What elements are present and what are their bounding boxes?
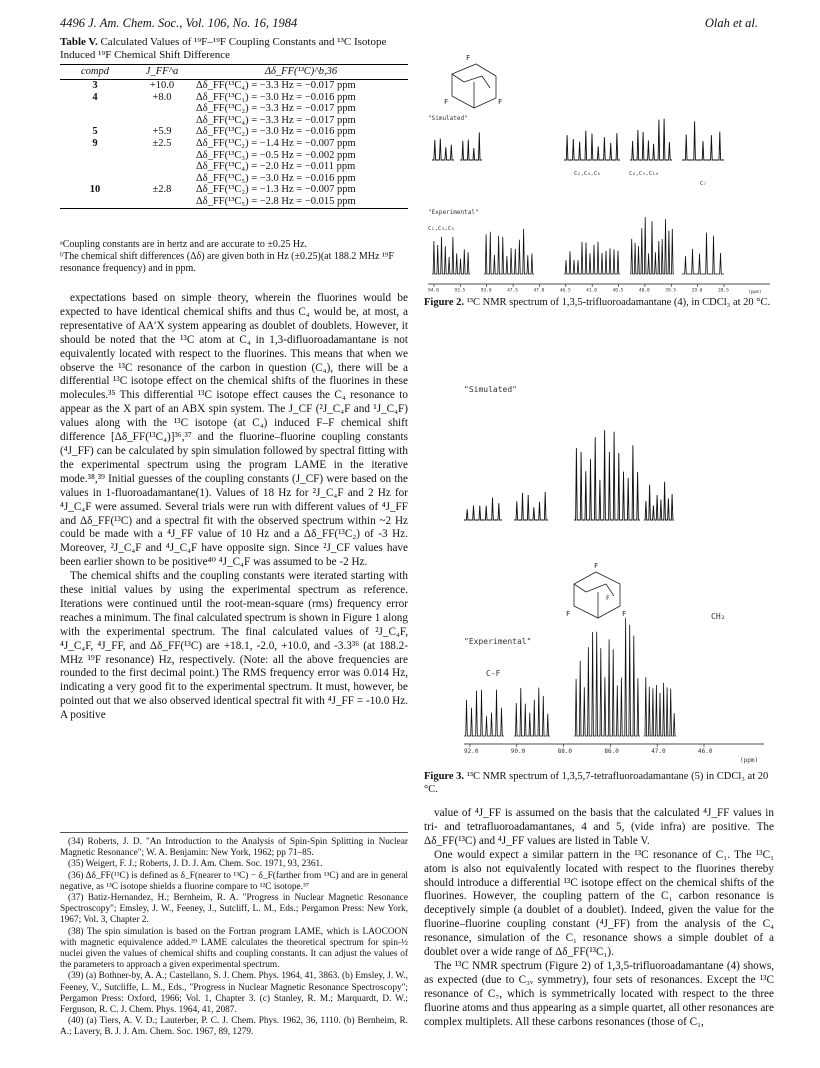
- fig2-tick-label: 39.5: [665, 288, 677, 294]
- fig2-label-c1c3c5: C₁,C₃,C₅: [428, 226, 455, 232]
- ref-36: (36) Δδ_FF(¹³C) is defined as δ_F(nearer to ¹³C) − δ_F(farther from ¹³C) and are in general negative, as ¹³C isotope shields a fluorine compare to ¹²C isotope.³⁷: [60, 870, 408, 892]
- fig3-tick-label: 86.0: [604, 748, 619, 755]
- table-row: [60, 103, 408, 115]
- fig2-simulated-spectrum: [432, 119, 724, 160]
- table-caption-label: Table V.: [60, 36, 98, 48]
- fig3-structure: [566, 562, 626, 618]
- cell-jff: +5.9: [152, 126, 172, 138]
- fig3-tick-label: 88.0: [557, 748, 573, 755]
- running-header-right: Olah et al.: [704, 16, 758, 30]
- cell-delta: Δδ_FF(¹³C₄) = −2.0 Hz = −0.011 ppm: [196, 161, 356, 173]
- fig3-axis-ticks: [464, 744, 713, 755]
- body-left-para-2: The chemical shifts and the coupling constants were iterated starting with these initial values by using the experimental spectrum as reference. Iterations were continued until the root-mean-square (rms) frequency error reaches a minimum. The final calculated spectrum is shown in Figure 1 along with the experimental spectrum. The final calculated values of ²J_C₄F, ⁴J_C₄F, ⁴J_FF, and Δδ_FF(¹³C) are +18.1, -2.0, +10.0, and -3.3³⁶ (at 188.2-MHz ¹⁹F resonance) Hz, respectively. (Note: all the above frequencies are rounded to the first decimal point.) The RMS frequency error was 0.014 Hz, indicating a very good fit to the experimental spectrum. It must, however, be pointed out that we also observed identical spectral fit with ⁴J_FF = -10.0 Hz. A positive: [60, 570, 408, 722]
- figure-3-caption: [424, 771, 774, 796]
- fig3-axis-unit: (ppm): [740, 757, 759, 764]
- running-header-left: 4496 J. Am. Chem. Soc., Vol. 106, No. 16, 1984: [60, 16, 298, 30]
- fig2-tick-label: 94.0: [428, 288, 439, 294]
- fig3-label-ch2: CH₂: [711, 612, 726, 621]
- svg-text:F: F: [594, 562, 599, 570]
- fig2-tick-label: 40.5: [612, 288, 624, 294]
- fig2-tick-label: 29.0: [691, 288, 703, 294]
- ref-35: (35) Weigert, F. J.; Roberts, J. D. J. Am. Chem. Soc. 1971, 93, 2361.: [68, 859, 323, 870]
- ref-34: (34) Roberts, J. D. "An Introduction to the Analysis of Spin-Spin Splitting in Nuclear Magnetic Resonance"; W. A. Benjamin: New York, 1962; pp 71–85.: [60, 837, 408, 859]
- cell-jff: [130, 173, 194, 185]
- svg-text:F: F: [498, 98, 503, 106]
- fig2-label-c2c4c6: C₂,C₄,C₆: [574, 171, 601, 177]
- svg-text:F: F: [622, 610, 627, 618]
- table-caption: [60, 36, 408, 62]
- fig3-caption-text: ¹³C NMR spectrum of 1,3,5,7-tetrafluoroadamantane (5) in CDCl₃ at 20 °C.: [424, 771, 769, 795]
- table-footnote-b: ᵇThe chemical shift differences (Δδ) are given both in Hz (±0.25)(at 188.2 MHz ¹⁹F resonance frequency) and in ppm.: [60, 251, 394, 275]
- table-body: [60, 80, 408, 209]
- cell-delta: Δδ_FF(¹³C₂) = −3.3 Hz = −0.017 ppm: [196, 103, 356, 115]
- fig2-tick-label: 46.5: [559, 288, 571, 294]
- fig3-tick-label: 90.0: [510, 748, 526, 755]
- ref-40: (40) (a) Tiers, A. V. D.; Lauterber, P. C. J. Chem. Phys. 1962, 36, 1110. (b) Bernheim, R. A.; Lavery, B. J. J. Am. Chem. Soc. 1967, 89, 1279.: [60, 1016, 408, 1038]
- cell-compd: [60, 103, 130, 115]
- fig2-label-experimental: "Experimental": [428, 209, 479, 216]
- cell-delta: Δδ_FF(¹³C₄) = −3.3 Hz = −0.017 ppm: [196, 80, 356, 91]
- cell-compd: [60, 115, 130, 127]
- ref-37: (37) Batiz-Hernandez, H.; Bernheim, R. A. "Progress in Nuclear Magnetic Resonance Spectroscopy"; Emsley, J. W., Feeney, J., Sutcliff, L. M., Eds.; Pergamon Press: New York, 1967; Vol. 3, Chapter 2.: [60, 893, 408, 926]
- cell-jff: [130, 115, 194, 127]
- fig2-tick-label: 47.0: [533, 288, 545, 294]
- table-footnote-a: ᵃCoupling constants are in hertz and are accurate to ±0.25 Hz.: [60, 239, 308, 250]
- table-footnotes: [60, 239, 408, 276]
- table-row: [60, 115, 408, 127]
- fig2-structure: [444, 54, 502, 108]
- body-text-left: [60, 292, 408, 723]
- fig2-tick-label: 28.5: [718, 288, 729, 294]
- fig3-tick-label: 46.0: [698, 748, 713, 755]
- fig3-label-cf: C-F: [486, 669, 501, 678]
- cell-jff: [130, 150, 194, 162]
- fig2-axis-ticks: [428, 284, 729, 294]
- table-row: [60, 150, 408, 162]
- cell-compd: 5: [92, 126, 98, 138]
- table-header-jff: J_FF^a: [130, 65, 194, 80]
- table-header-delta: Δδ_FF(¹³C)^b,36: [194, 65, 408, 80]
- svg-text:F: F: [444, 98, 449, 106]
- ref-38: (38) The spin simulation is based on the Fortran program LAME, which is LAOCOON with magnetic equivalence added.³⁹ LAME calculates the theoretical spectrum for spin-½ nuclei given the values of chemical shifts and coupling constants. It can adjust the values of the parameters to approach a given experimental spectrum.: [60, 926, 408, 971]
- cell-delta: Δδ_FF(¹³C₂) = −1.4 Hz = −0.007 ppm: [196, 137, 356, 149]
- fig2-tick-label: 41.0: [586, 288, 598, 294]
- cell-jff: +8.0: [152, 91, 172, 103]
- cell-jff: [130, 161, 194, 173]
- fig2-caption-label: Figure 2.: [424, 297, 465, 308]
- body-right-para-1: value of ⁴J_FF is assumed on the basis that the calculated ⁴J_FF values in tri- and tetrafluoroadamantanes, 4 and 5, (vide infra) are positive. The Δδ_FF(¹³C) and ⁴J_FF values are listed in Table V.: [424, 807, 774, 847]
- ref-39: (39) (a) Bothner-by, A. A.; Castellano, S. J. Chem. Phys. 1964, 41, 3863. (b) Emsley, J. W., Feeney, V., Sutcliffe, L. M., Eds., "Progress in Nuclear Magnetic Resonance Spectroscopy"; Pergamon Press: Oxford, 1966; Vol. 1, Chapter 3. (c) Stanley, R. M.; Marquardt, D. W.; Ferguson, R. C. J. Chem. Phys. 1964, 41, 2087.: [60, 971, 408, 1016]
- body-left-para-1: expectations based on simple theory, wherein the fluorines would be expected to have identical chemical shifts and thus C₄ would be, at most, a representative of AA′X system appearing as doublet of doublets. However, it should be noted that the ¹³C atom at C₄ in 1,3-difluoroadamantane is not equivalently located with respect to the fluorines. This means that when we observe the ¹³C resonance of the carbon in question (C₄), there will be a differential ¹³C isotope effect on the chemical shifts of the fluorines in these molecules.³⁵ This differential ¹³C isotope effect causes the C₄ resonance to appear as the X part of an ABX spin system. The J_CF (²J_C₄F and ¹J_C₄F) values along with the ¹³C isotope (at C₄) induced F–F chemical shift difference [Δδ_FF(¹³C₄)]³⁶,³⁷ and the fluorine–fluorine coupling constants (⁴J_FF) can be calculated by spin simulation followed by spectral fitting with the experimental spectrum using the program LAME in the iterative mode.³⁸,³⁹ Initial guesses of the coupling constants (J_CF) were based on the values in 1-fluoroadamantane(1). Values of 18 Hz for ²J_C₄F and 2 Hz for ⁴J_C₄F were assumed. Several trials were run with different values of ⁴J_FF and Δδ_FF(¹³C) and a spectral fit with the observed spectrum within ~2 Hz could be made with a ⁴J_FF value of 10 Hz and a Δδ_FF(¹³C₂) of -3 Hz. Moreover, ²J_C₄F and ⁴J_C₄F have opposite sign. Since ²J_CF values have been earlier shown to be positive⁴⁰ ⁴J_C₄F was assumed to be -2 Hz.: [60, 292, 408, 569]
- fig2-tick-label: 93.0: [480, 288, 492, 294]
- svg-text:F: F: [606, 595, 610, 602]
- body-right-para-3: The ¹³C NMR spectrum (Figure 2) of 1,3,5-trifluoroadamantane (4) shows, as expected (due to C₃ᵥ symmetry), four sets of resonances. Except the ¹³C resonance of C₇, which is symmetrically located with respect to the three fluorine atoms and thus appearing as a simple quartet, all other resonances are complex multiplets. All these carbons resonances (those of C₁,: [424, 959, 774, 1028]
- cell-delta: Δδ_FF(¹³C₅) = −3.0 Hz = −0.016 ppm: [196, 172, 356, 184]
- cell-compd: [60, 161, 130, 173]
- svg-text:F: F: [466, 54, 471, 62]
- cell-compd: 3: [92, 80, 98, 91]
- body-right-para-2: One would expect a similar pattern in the ¹³C resonance of C₁. The ¹³C₁ atom is also not equivalently located with respect to the fluorines thereby should introduce a differential ¹³C isotope effect on the chemical shifts of the fluorines. However, the coupling pattern of the C₁ carbon resonance is deceptively simple (a doublet of a doublet). Indeed, given the value for the fluorine–fluorine coupling constant (⁴J_FF) from the analysis of the C₄ resonance, simulation of the C₁ resonance shows a simple doublet of a doublet over a wide range of Δδ_FF(¹³C₁).: [424, 848, 774, 959]
- fig2-axis-unit: (ppm): [748, 290, 762, 294]
- fig3-label-experimental: "Experimental": [464, 637, 532, 646]
- table-header-compd: compd: [60, 65, 130, 80]
- cell-delta: Δδ_FF(¹³C₃) = −0.5 Hz = −0.002 ppm: [196, 149, 356, 161]
- fig2-experimental-spectrum: [432, 217, 724, 274]
- figure-2: [424, 52, 774, 294]
- cell-delta: Δδ_FF(¹³C₂) = −1.3 Hz = −0.007 ppm: [196, 184, 356, 196]
- fig2-simulated-trace: [432, 119, 724, 160]
- cell-jff: ±2.8: [152, 184, 172, 196]
- cell-compd: 4: [92, 91, 98, 103]
- cell-compd: 10: [89, 184, 101, 196]
- body-text-right: [424, 807, 774, 1030]
- fig3-caption-label: Figure 3.: [424, 771, 465, 782]
- table-row: [60, 92, 408, 104]
- cell-delta: Δδ_FF(¹³C₂) = −3.0 Hz = −0.016 ppm: [196, 126, 356, 138]
- cell-delta: Δδ_FF(¹³C₄) = −3.3 Hz = −0.017 ppm: [196, 114, 356, 126]
- cell-jff: [130, 103, 194, 115]
- fig3-simulated-spectrum: [464, 430, 674, 520]
- references: [60, 832, 408, 1039]
- cell-compd: [60, 196, 130, 208]
- cell-jff: ±2.5: [152, 137, 172, 149]
- fig3-tick-label: 47.0: [651, 748, 666, 755]
- table-v: [60, 64, 408, 209]
- fig2-experimental-trace: [432, 217, 724, 274]
- fig2-caption-text: ¹³C NMR spectrum of 1,3,5-trifluoroadamantane (4), in CDCl₃ at 20 °C.: [466, 297, 771, 308]
- fig2-tick-label: 47.5: [507, 288, 518, 294]
- table-caption-text: Calculated Values of ¹⁹F–¹⁹F Coupling Constants and ¹³C Isotope Induced ¹⁹F Chemical Shift Difference: [60, 36, 387, 61]
- table-row: [60, 184, 408, 196]
- fig2-label-simulated: "Simulated": [428, 115, 468, 122]
- fig2-tick-label: 40.0: [638, 288, 650, 294]
- cell-compd: [60, 173, 130, 185]
- fig2-tick-label: 93.5: [454, 288, 466, 294]
- svg-text:F: F: [566, 610, 571, 618]
- table-row: [60, 161, 408, 173]
- table-row: [60, 138, 408, 150]
- cell-jff: +10.0: [149, 80, 175, 91]
- table-row: [60, 173, 408, 185]
- table-row: [60, 80, 408, 92]
- cell-jff: [130, 196, 194, 208]
- cell-delta: Δδ_FF(¹³C₅) = −2.8 Hz = −0.015 ppm: [194, 196, 408, 208]
- cell-compd: 9: [92, 137, 98, 149]
- figure-3: [424, 334, 774, 768]
- fig3-tick-label: 92.0: [464, 748, 479, 755]
- table-row: [60, 196, 408, 208]
- cell-delta: Δδ_FF(¹³C₁) = −3.0 Hz = −0.016 ppm: [196, 91, 356, 103]
- fig3-simulated-trace: [464, 430, 674, 520]
- fig2-label-c8c9c10: C₈,C₉,C₁₀: [629, 171, 659, 177]
- fig3-label-simulated: "Simulated": [464, 385, 517, 394]
- fig2-label-c7: C₇: [700, 181, 707, 187]
- table-row: [60, 126, 408, 138]
- figure-2-caption: [424, 297, 774, 310]
- cell-compd: [60, 150, 130, 162]
